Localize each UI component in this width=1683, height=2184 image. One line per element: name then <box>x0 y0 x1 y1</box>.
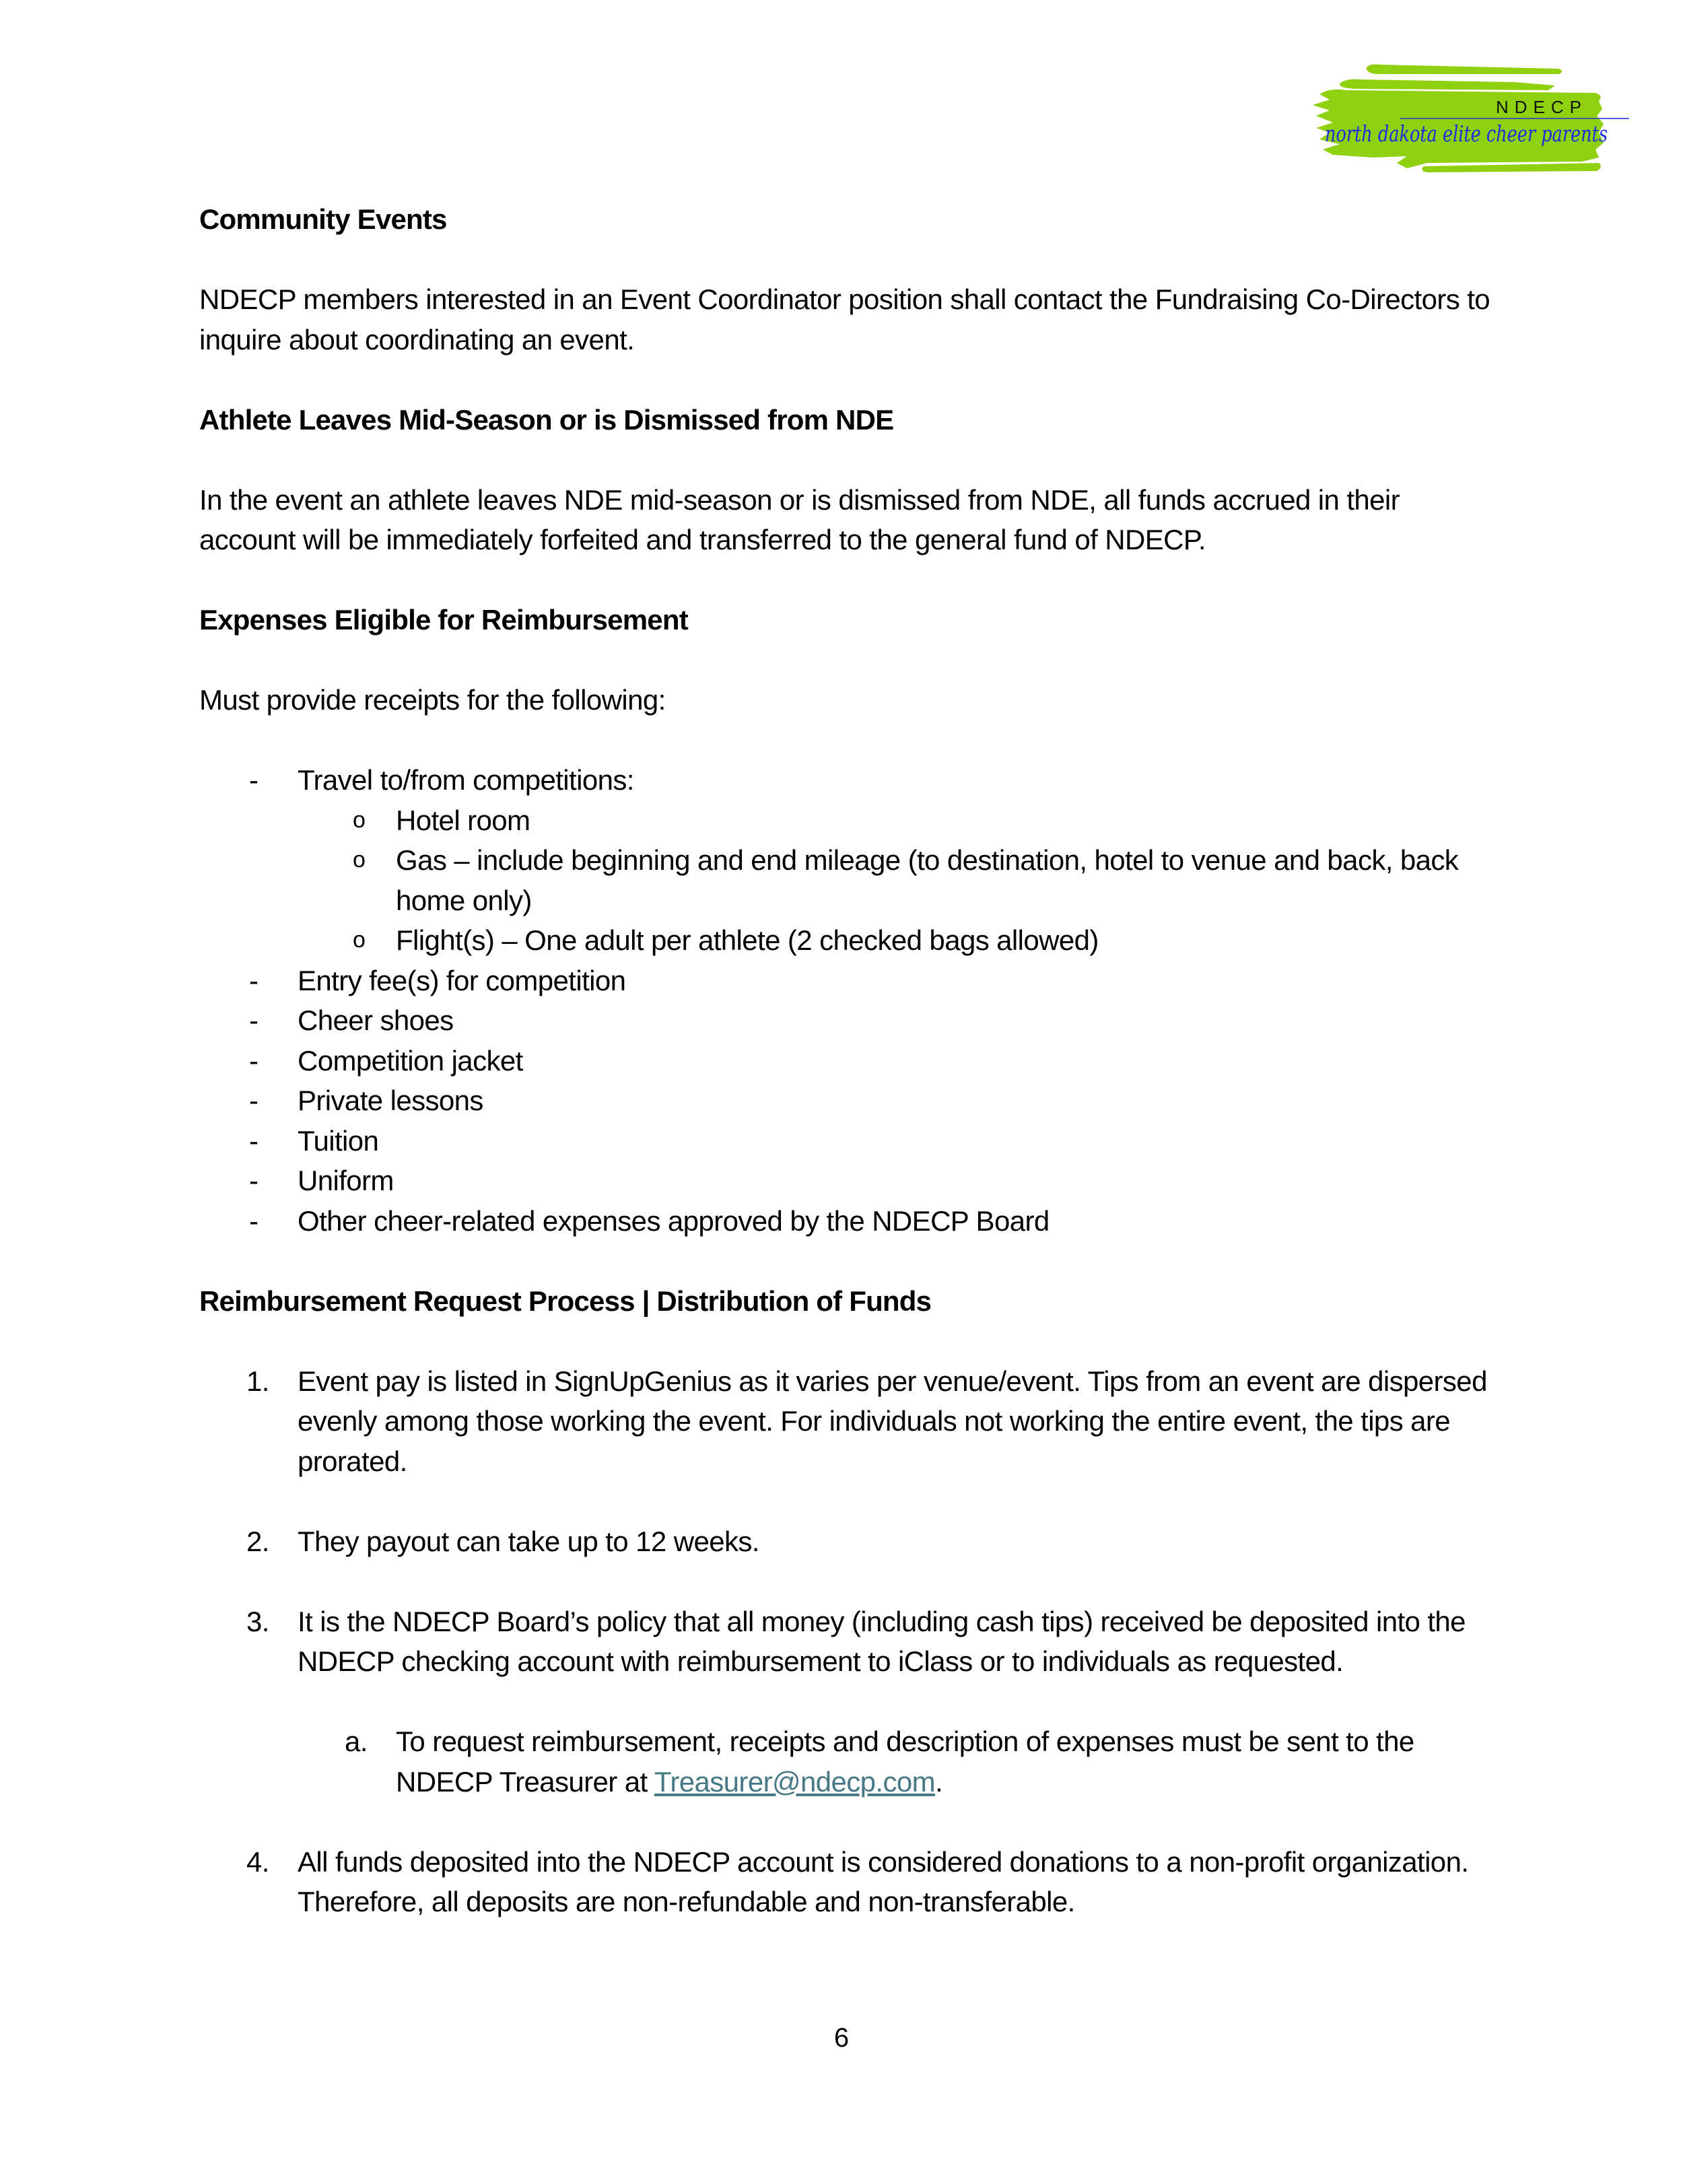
travel-sublist <box>298 800 1499 961</box>
logo-acronym: NDECP <box>1495 97 1588 117</box>
circle-bullet-icon: o <box>353 847 366 873</box>
travel-subitem-label: Gas – include beginning and end mileage (to destination, hotel to venue and back, back home only) <box>396 844 1459 916</box>
travel-subitem <box>199 800 1499 841</box>
step-number: 4. <box>246 1845 269 1878</box>
expense-item-label: Uniform <box>298 1165 394 1196</box>
dash-bullet-icon: - <box>249 964 259 996</box>
expense-item <box>199 1000 1499 1041</box>
step-text: Event pay is listed in SignUpGenius as it varies per venue/event. Tips from an event are dispersed evenly among those working the event. For individuals not working the entire event, the tips are prorated. <box>298 1365 1487 1477</box>
step-number: 3. <box>246 1605 269 1637</box>
dash-bullet-icon: - <box>249 1085 259 1116</box>
page-number: 6 <box>833 2023 850 2053</box>
step-number: 1. <box>246 1365 269 1397</box>
treasurer-email-link[interactable]: Treasurer@ndecp.com <box>654 1765 936 1798</box>
travel-subitem-label: Hotel room <box>396 804 530 836</box>
travel-subitem <box>199 920 1499 961</box>
expense-item <box>199 1201 1499 1241</box>
document-body <box>199 199 1499 1962</box>
logo-tagline: north dakota elite cheer parents <box>1325 121 1608 147</box>
expense-item <box>199 961 1499 1001</box>
circle-bullet-icon: o <box>353 927 366 953</box>
expense-item-label: Other cheer-related expenses approved by the NDECP Board <box>298 1204 1050 1237</box>
reimbursement-step <box>199 1842 1499 1922</box>
community-events-paragraph: NDECP members interested in an Event Coordinator position shall contact the Fundraising Co-Directors to inquire about coordinating an event. <box>199 283 1490 355</box>
step-number: 2. <box>246 1525 269 1557</box>
reimbursement-steps <box>199 1361 1499 1922</box>
expense-item <box>199 1161 1499 1201</box>
dash-bullet-icon: - <box>249 764 259 796</box>
heading-community-events: Community Events <box>199 203 447 235</box>
expense-item <box>199 1121 1499 1161</box>
reimbursement-step <box>199 1361 1499 1482</box>
subitem-text: To request reimbursement, receipts and description of expenses must be sent to the NDECP Treasurer at <box>396 1726 1414 1798</box>
ndecp-logo <box>1293 48 1670 183</box>
dash-bullet-icon: - <box>249 1004 259 1036</box>
dash-bullet-icon: - <box>249 1124 259 1157</box>
heading-expenses: Expenses Eligible for Reimbursement <box>199 604 688 636</box>
step-text: It is the NDECP Board’s policy that all money (including cash tips) received be deposited into the NDECP checking account with reimbursement to iClass or to individuals as requested. <box>298 1605 1466 1677</box>
expense-item-label: Entry fee(s) for competition <box>298 964 626 996</box>
heading-reimbursement: Reimbursement Request Process | Distribution of Funds <box>199 1285 932 1317</box>
athlete-leaves-paragraph: In the event an athlete leaves NDE mid-season or is dismissed from NDE, all funds accrued in their account will be immediately forfeited and transferred to the general fund of NDECP. <box>199 483 1400 555</box>
expense-item-label: Travel to/from competitions: <box>298 764 634 796</box>
expenses-intro: Must provide receipts for the following: <box>199 684 666 716</box>
dash-bullet-icon: - <box>249 1204 259 1237</box>
expense-item <box>199 1041 1499 1081</box>
subitem-text-end: . <box>935 1765 943 1798</box>
travel-subitem-label: Flight(s) – One adult per athlete (2 checked bags allowed) <box>396 924 1099 956</box>
expense-item-label: Competition jacket <box>298 1044 523 1077</box>
expenses-list <box>199 760 1499 1241</box>
heading-athlete-leaves: Athlete Leaves Mid-Season or is Dismissed from NDE <box>199 403 894 436</box>
reimbursement-step <box>199 1522 1499 1562</box>
step-text: All funds deposited into the NDECP account is considered donations to a non-profit organization. Therefore, all deposits are non-refundable and non-transferable. <box>298 1845 1469 1917</box>
expense-item-label: Private lessons <box>298 1085 483 1116</box>
expense-item-label: Tuition <box>298 1124 379 1157</box>
reimbursement-step <box>199 1602 1499 1802</box>
dash-bullet-icon: - <box>249 1044 259 1077</box>
expense-item <box>199 1081 1499 1121</box>
expense-item-label: Cheer shoes <box>298 1004 454 1036</box>
travel-subitem <box>199 840 1499 920</box>
subitem-letter: a. <box>345 1726 368 1757</box>
step-subitem <box>298 1721 1499 1802</box>
expense-item <box>199 760 1499 961</box>
step-text: They payout can take up to 12 weeks. <box>298 1525 759 1557</box>
dash-bullet-icon: - <box>249 1165 259 1196</box>
step-sublist <box>298 1721 1499 1802</box>
circle-bullet-icon: o <box>353 807 366 833</box>
